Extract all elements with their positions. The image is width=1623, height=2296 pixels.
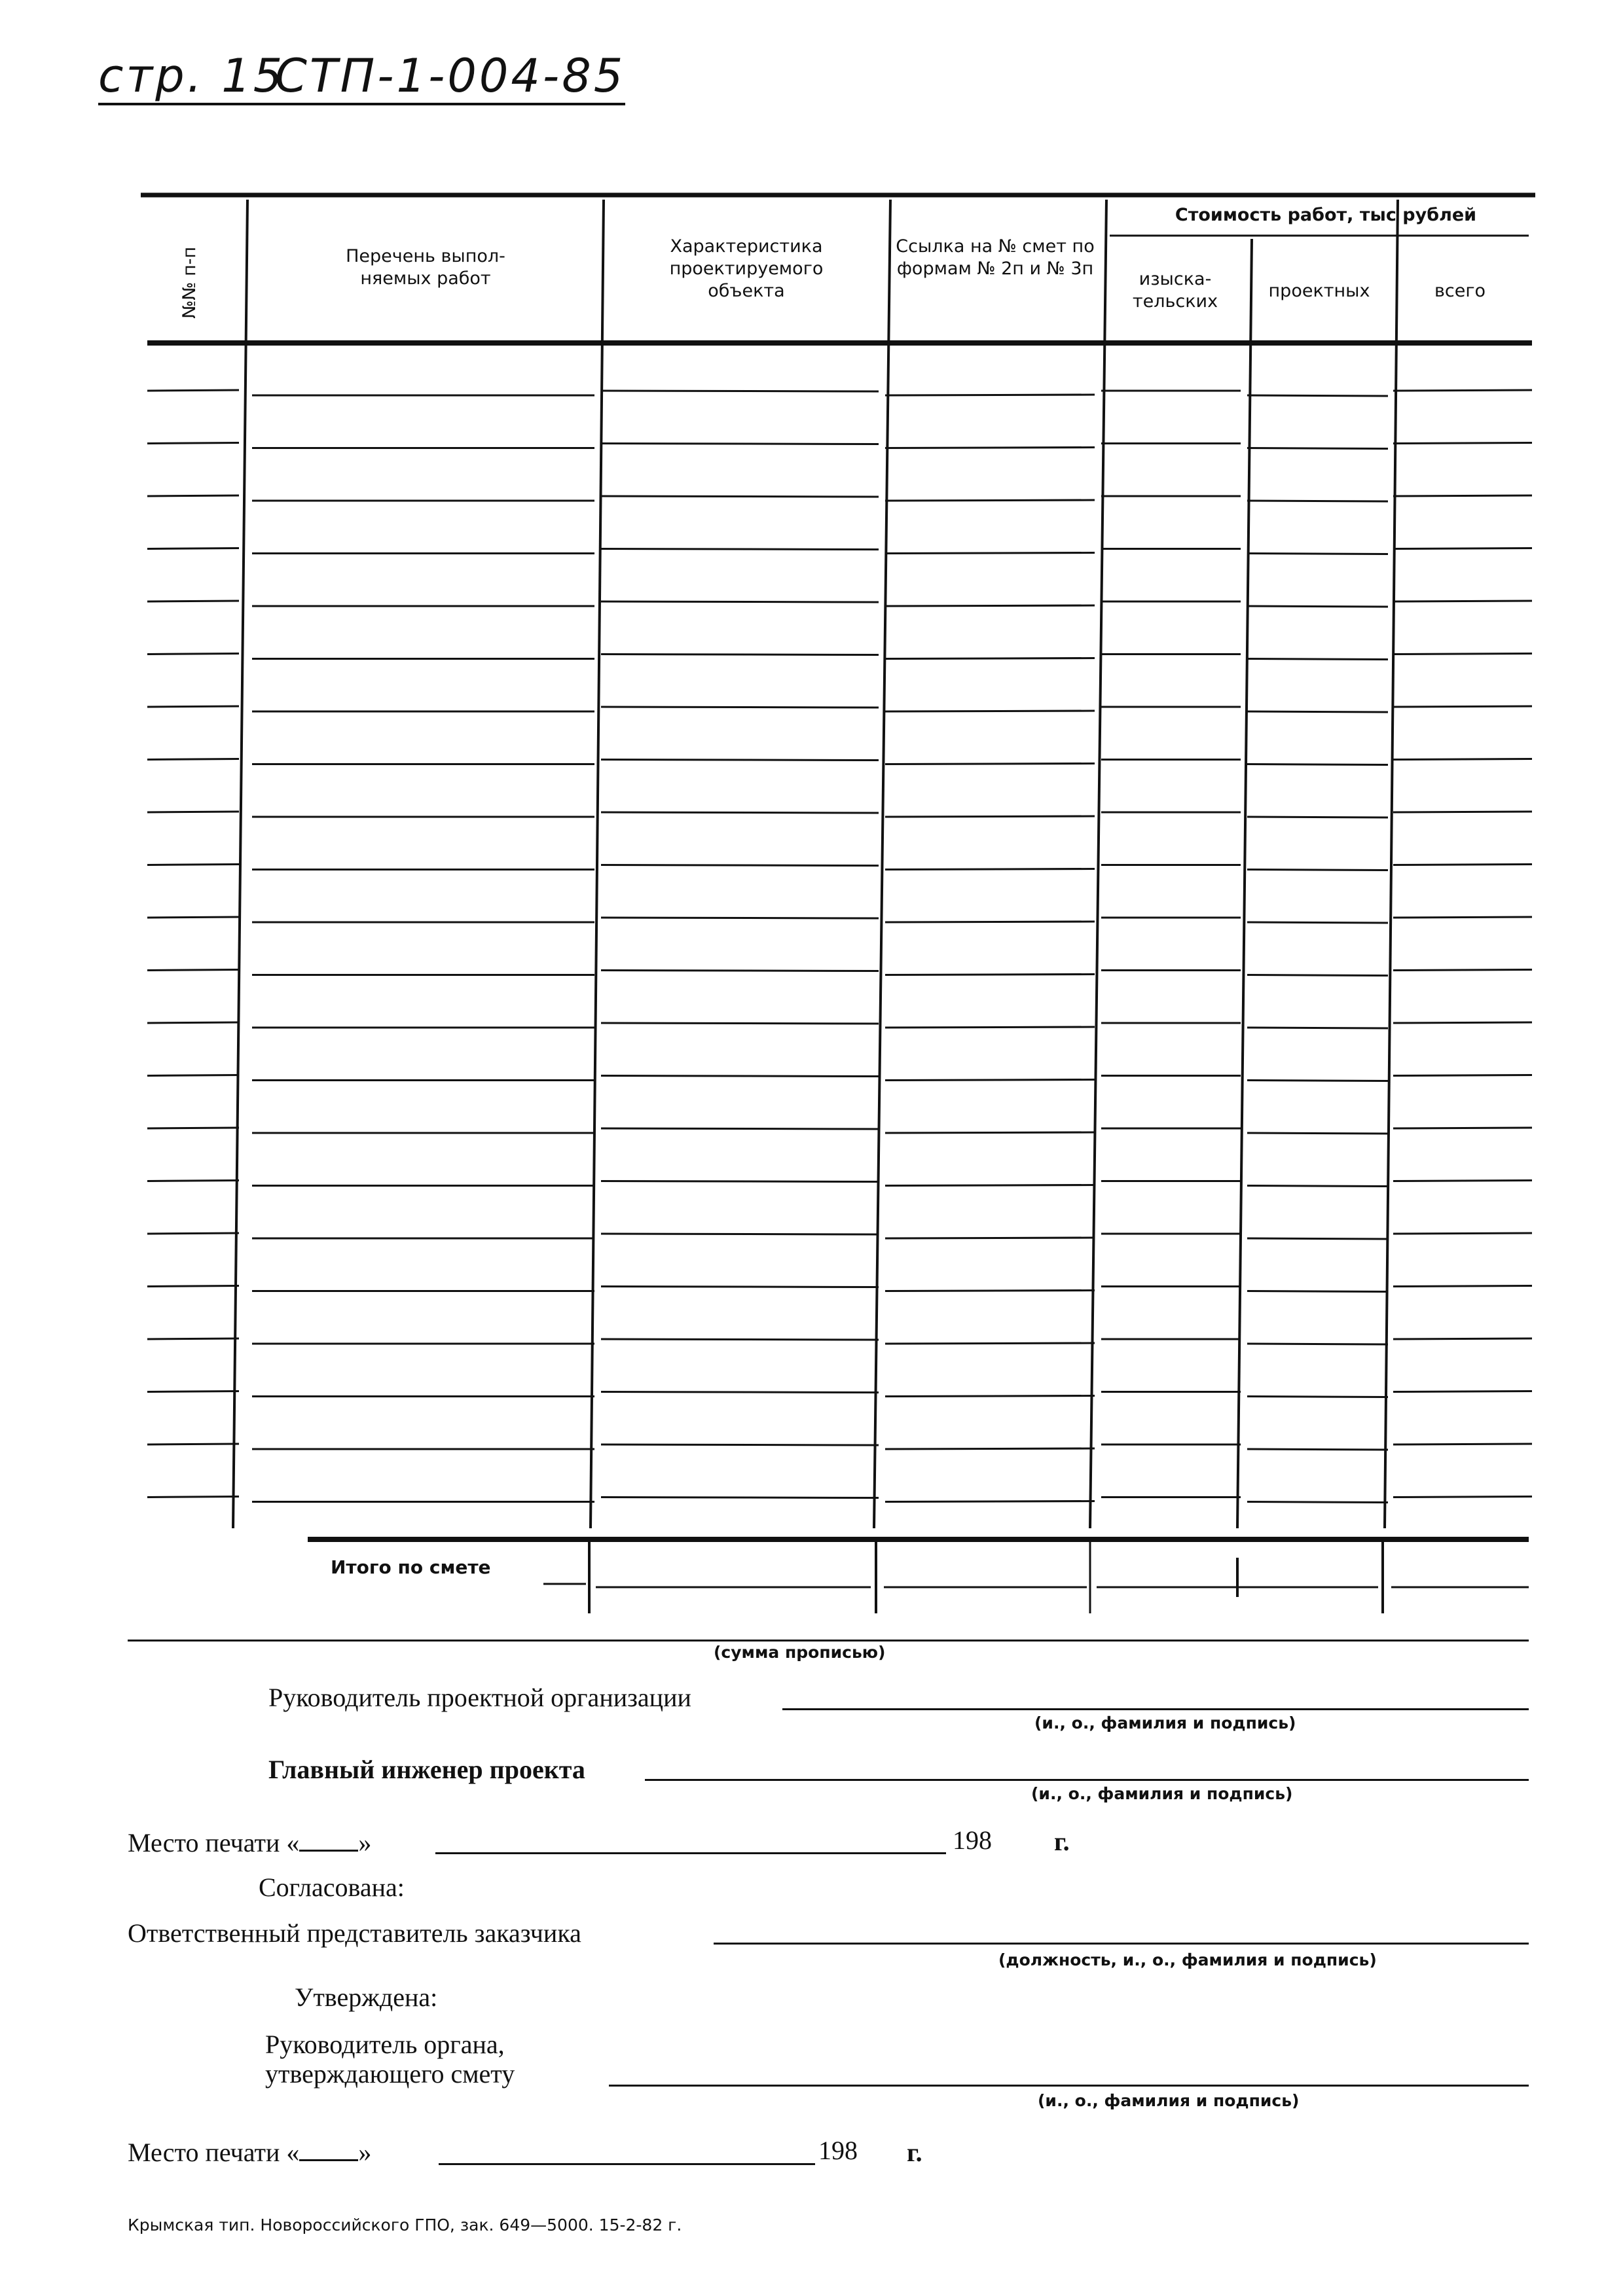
row-rule bbox=[1393, 1233, 1532, 1234]
row-rule bbox=[147, 1075, 239, 1076]
row-rule bbox=[1247, 448, 1388, 449]
row-rule bbox=[885, 500, 1095, 501]
row-rule bbox=[601, 707, 879, 708]
row-rule bbox=[601, 1128, 879, 1129]
row-rule bbox=[885, 816, 1095, 817]
row-rule bbox=[1393, 548, 1532, 549]
row-rule bbox=[1247, 922, 1388, 923]
head-org-caption: (и., о., фамилия и подпись) bbox=[1034, 1713, 1296, 1732]
row-rule bbox=[147, 970, 239, 971]
row-rule bbox=[601, 812, 879, 813]
row-rule bbox=[147, 654, 239, 655]
chief-engineer-caption: (и., о., фамилия и подпись) bbox=[1031, 1784, 1293, 1803]
row-rule bbox=[1393, 1338, 1532, 1339]
row-rule bbox=[147, 917, 239, 918]
row-rule bbox=[1247, 975, 1388, 976]
row-rule bbox=[885, 1185, 1095, 1186]
total-label: Итого по смете bbox=[331, 1556, 491, 1578]
header-design: проектных bbox=[1268, 281, 1370, 301]
row-rule bbox=[885, 1448, 1095, 1449]
row-rule bbox=[601, 1076, 879, 1077]
row-rule bbox=[1247, 1449, 1388, 1450]
row-rule bbox=[1247, 1238, 1388, 1239]
row-rule bbox=[601, 760, 879, 761]
row-rule bbox=[601, 601, 879, 602]
row-rule bbox=[601, 1339, 879, 1340]
stamp-place-1 bbox=[128, 1827, 371, 1858]
agreed-label: Согласована: bbox=[259, 1873, 405, 1902]
row-rule bbox=[885, 1396, 1095, 1397]
row-rule bbox=[885, 605, 1095, 606]
row-rule bbox=[147, 1391, 239, 1392]
row-rule bbox=[1247, 395, 1388, 396]
approved-label: Утверждена: bbox=[295, 1982, 438, 2012]
row-rule bbox=[601, 549, 879, 550]
customer-caption: (должность, и., о., фамилия и подпись) bbox=[998, 1950, 1377, 1969]
row-rule bbox=[147, 706, 239, 707]
row-rule bbox=[1393, 390, 1532, 391]
approver-label-line2: утверждающего смету bbox=[265, 2059, 515, 2089]
year-2: 198 bbox=[818, 2136, 858, 2165]
head-org-label: Руководитель проектной организации bbox=[268, 1683, 691, 1712]
row-rule bbox=[1393, 1075, 1532, 1076]
row-rule bbox=[601, 865, 879, 866]
row-rule bbox=[1393, 1022, 1532, 1023]
row-rule bbox=[1247, 711, 1388, 712]
row-rule bbox=[601, 1023, 879, 1024]
approver-caption: (и., о., фамилия и подпись) bbox=[1038, 2091, 1300, 2110]
sum-caption: (сумма прописью) bbox=[714, 1643, 886, 1662]
row-rule bbox=[1247, 1186, 1388, 1187]
header-reference: Ссылка на № смет по формам № 2п и № 3п bbox=[896, 236, 1095, 279]
row-rule bbox=[147, 759, 239, 760]
row-rule bbox=[1247, 764, 1388, 765]
page-reference: стр. 15 bbox=[98, 49, 285, 105]
row-rule bbox=[601, 1444, 879, 1445]
row-rule bbox=[601, 496, 879, 497]
header-survey: изыска-тельских bbox=[1132, 269, 1218, 312]
row-rule bbox=[147, 443, 239, 444]
document-code: СТП-1-004-85 bbox=[275, 49, 625, 105]
row-rule bbox=[885, 1343, 1095, 1344]
customer-rep-label: Ответственный представитель заказчика bbox=[128, 1918, 581, 1948]
row-rule bbox=[147, 495, 239, 496]
row-rule bbox=[885, 553, 1095, 554]
row-rule bbox=[147, 390, 239, 391]
row-rule bbox=[1247, 1502, 1388, 1503]
row-rule bbox=[1393, 654, 1532, 655]
row-rule bbox=[147, 1233, 239, 1234]
row-rule bbox=[1247, 1133, 1388, 1134]
row-rule bbox=[885, 869, 1095, 870]
year-1: 198 bbox=[953, 1825, 992, 1855]
chief-engineer-label: Главный инженер проекта bbox=[268, 1755, 585, 1784]
row-rule bbox=[1247, 1291, 1388, 1292]
header-number: №№ п-п bbox=[179, 246, 200, 319]
row-rule bbox=[147, 1022, 239, 1023]
row-rule bbox=[1393, 706, 1532, 707]
stamp-label-1: Место печати « bbox=[128, 1828, 300, 1857]
row-rule bbox=[1393, 917, 1532, 918]
row-rule bbox=[1393, 1497, 1532, 1498]
row-rule bbox=[1393, 970, 1532, 971]
row-rule bbox=[1247, 606, 1388, 607]
stamp-label-2: Место печати « bbox=[128, 2138, 300, 2167]
row-rule bbox=[1393, 495, 1532, 496]
row-rule bbox=[885, 1501, 1095, 1502]
year-suffix-2: г. bbox=[907, 2138, 922, 2167]
header-works: Перечень выпол-няемых работ bbox=[346, 246, 505, 289]
row-rule bbox=[1393, 443, 1532, 444]
stamp-close-2: » bbox=[358, 2138, 372, 2167]
header-cost-group: Стоимость работ, тыс рублей bbox=[1175, 205, 1477, 225]
row-rule bbox=[147, 548, 239, 549]
stamp-place-2 bbox=[128, 2137, 371, 2168]
row-rule bbox=[147, 1286, 239, 1287]
printer-imprint: Крымская тип. Новороссийского ГПО, зак. 649—5000. 15-2-82 г. bbox=[128, 2215, 682, 2234]
row-rule bbox=[147, 1338, 239, 1339]
approver-label-line1: Руководитель органа, bbox=[265, 2030, 505, 2059]
row-rule bbox=[601, 1392, 879, 1393]
year-suffix-1: г. bbox=[1054, 1827, 1070, 1856]
header-total: всего bbox=[1434, 281, 1486, 301]
stamp-close-1: » bbox=[358, 1828, 372, 1857]
row-rule bbox=[601, 1181, 879, 1182]
row-rule bbox=[885, 1080, 1095, 1081]
row-rule bbox=[885, 1132, 1095, 1133]
row-rule bbox=[1393, 1391, 1532, 1392]
header-characteristic: Характеристика проектируемого объекта bbox=[669, 236, 824, 301]
row-rule bbox=[1393, 759, 1532, 760]
row-rule bbox=[1247, 659, 1388, 660]
row-rule bbox=[885, 1027, 1095, 1028]
row-rule bbox=[885, 658, 1095, 659]
row-rule bbox=[1393, 1286, 1532, 1287]
row-rule bbox=[147, 1497, 239, 1498]
